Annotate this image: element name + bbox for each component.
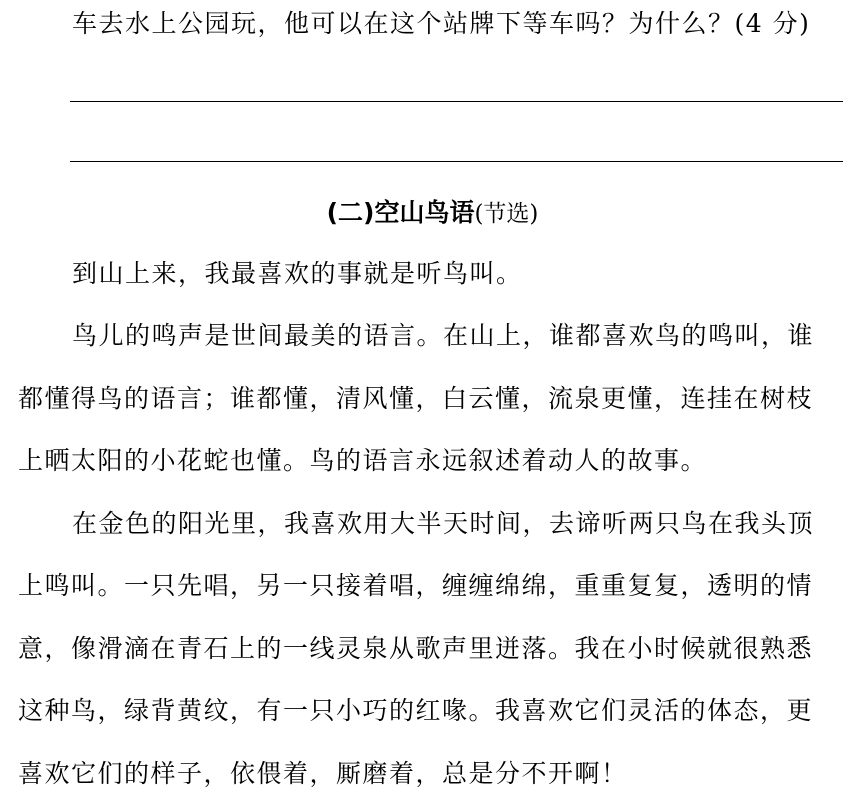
section-title: [0, 196, 865, 231]
answer-line-1: [70, 101, 843, 102]
passage-line-3: 都懂得鸟的语言；谁都懂，清风懂，白云懂，流泉更懂，连挂在树枝: [18, 384, 814, 413]
section-title-main: (二)空山鸟语: [326, 198, 475, 227]
section-title-subtitle: (节选): [474, 201, 539, 227]
question-text: 车去水上公园玩，他可以在这个站牌下等车吗？为什么？(4 分): [72, 9, 811, 38]
passage-line-4: 上晒太阳的小花蛇也懂。鸟的语言永远叙述着动人的故事。: [18, 446, 708, 475]
passage-line-9: 喜欢它们的样子，依偎着，厮磨着，总是分不开啊！: [18, 759, 628, 788]
passage-line-7: 意，像滑滴在青石上的一线灵泉从歌声里迸落。我在小时候就很熟悉: [18, 634, 814, 663]
passage-line-6: 上鸣叫。一只先唱，另一只接着唱，缠缠绵绵，重重复复，透明的情: [18, 571, 814, 600]
answer-line-2: [70, 161, 843, 162]
passage-line-2: 鸟儿的鸣声是世间最美的语言。在山上，谁都喜欢鸟的鸣叫，谁: [72, 321, 815, 350]
passage-line-5: 在金色的阳光里，我喜欢用大半天时间，去谛听两只鸟在我头顶: [72, 509, 815, 538]
passage-line-1: 到山上来，我最喜欢的事就是听鸟叫。: [72, 259, 523, 288]
passage-line-8: 这种鸟，绿背黄纹，有一只小巧的红喙。我喜欢它们灵活的体态，更: [18, 696, 814, 725]
